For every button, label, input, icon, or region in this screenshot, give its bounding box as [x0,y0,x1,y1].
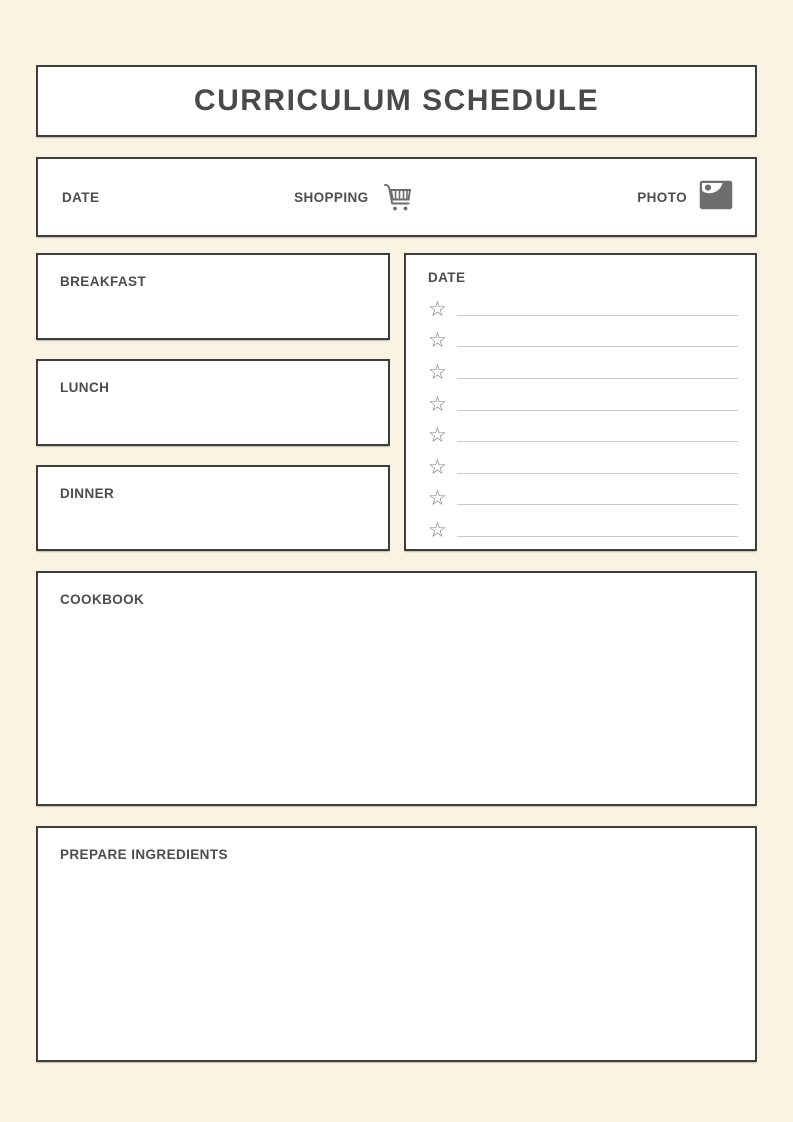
star-row [428,351,738,383]
write-line[interactable] [457,346,738,347]
page-title: CURRICULUM SCHEDULE [193,84,600,117]
photo-label: PHOTO [637,189,687,205]
star-row [428,478,738,510]
star-icon: ☆ [428,424,447,448]
write-line[interactable] [457,315,738,316]
cookbook-label: COOKBOOK [60,592,145,607]
star-icon: ☆ [428,329,447,353]
star-row-list [428,288,738,541]
prepare-ingredients-label: PREPARE INGREDIENTS [60,847,228,862]
breakfast-box [36,253,390,340]
star-icon: ☆ [428,392,447,416]
write-line[interactable] [457,473,738,474]
star-row [428,509,738,541]
dinner-write-area[interactable] [40,511,386,547]
breakfast-label: BREAKFAST [60,274,147,289]
lunch-write-area[interactable] [40,405,386,442]
star-icon: ☆ [428,455,447,479]
header-date-label: DATE [62,189,100,205]
dinner-box [36,465,390,551]
star-row [428,415,738,447]
cookbook-write-area[interactable] [40,617,753,802]
date-list-label: DATE [428,270,466,285]
star-row [428,320,738,352]
shopping-cart-icon [381,181,415,218]
star-icon: ☆ [428,519,447,542]
star-row [428,288,738,320]
write-line[interactable] [457,378,738,379]
photo-image-icon [699,180,733,215]
star-icon: ☆ [428,487,447,511]
write-line[interactable] [457,504,738,505]
prepare-ingredients-box [36,826,757,1062]
star-icon: ☆ [428,297,447,321]
title-box [36,65,757,137]
header-box [36,157,757,237]
star-row [428,383,738,415]
shopping-group [294,177,414,218]
photo-group [637,180,733,215]
lunch-label: LUNCH [60,380,110,395]
star-row [428,446,738,478]
cookbook-box [36,571,757,806]
breakfast-write-area[interactable] [40,299,386,336]
lunch-box [36,359,390,446]
write-line[interactable] [457,536,738,537]
date-list-box [404,253,757,551]
dinner-label: DINNER [60,486,115,501]
write-line[interactable] [457,441,738,442]
prepare-write-area[interactable] [40,872,753,1058]
write-line[interactable] [457,410,738,411]
shopping-label: SHOPPING [294,189,369,205]
star-icon: ☆ [428,360,447,384]
